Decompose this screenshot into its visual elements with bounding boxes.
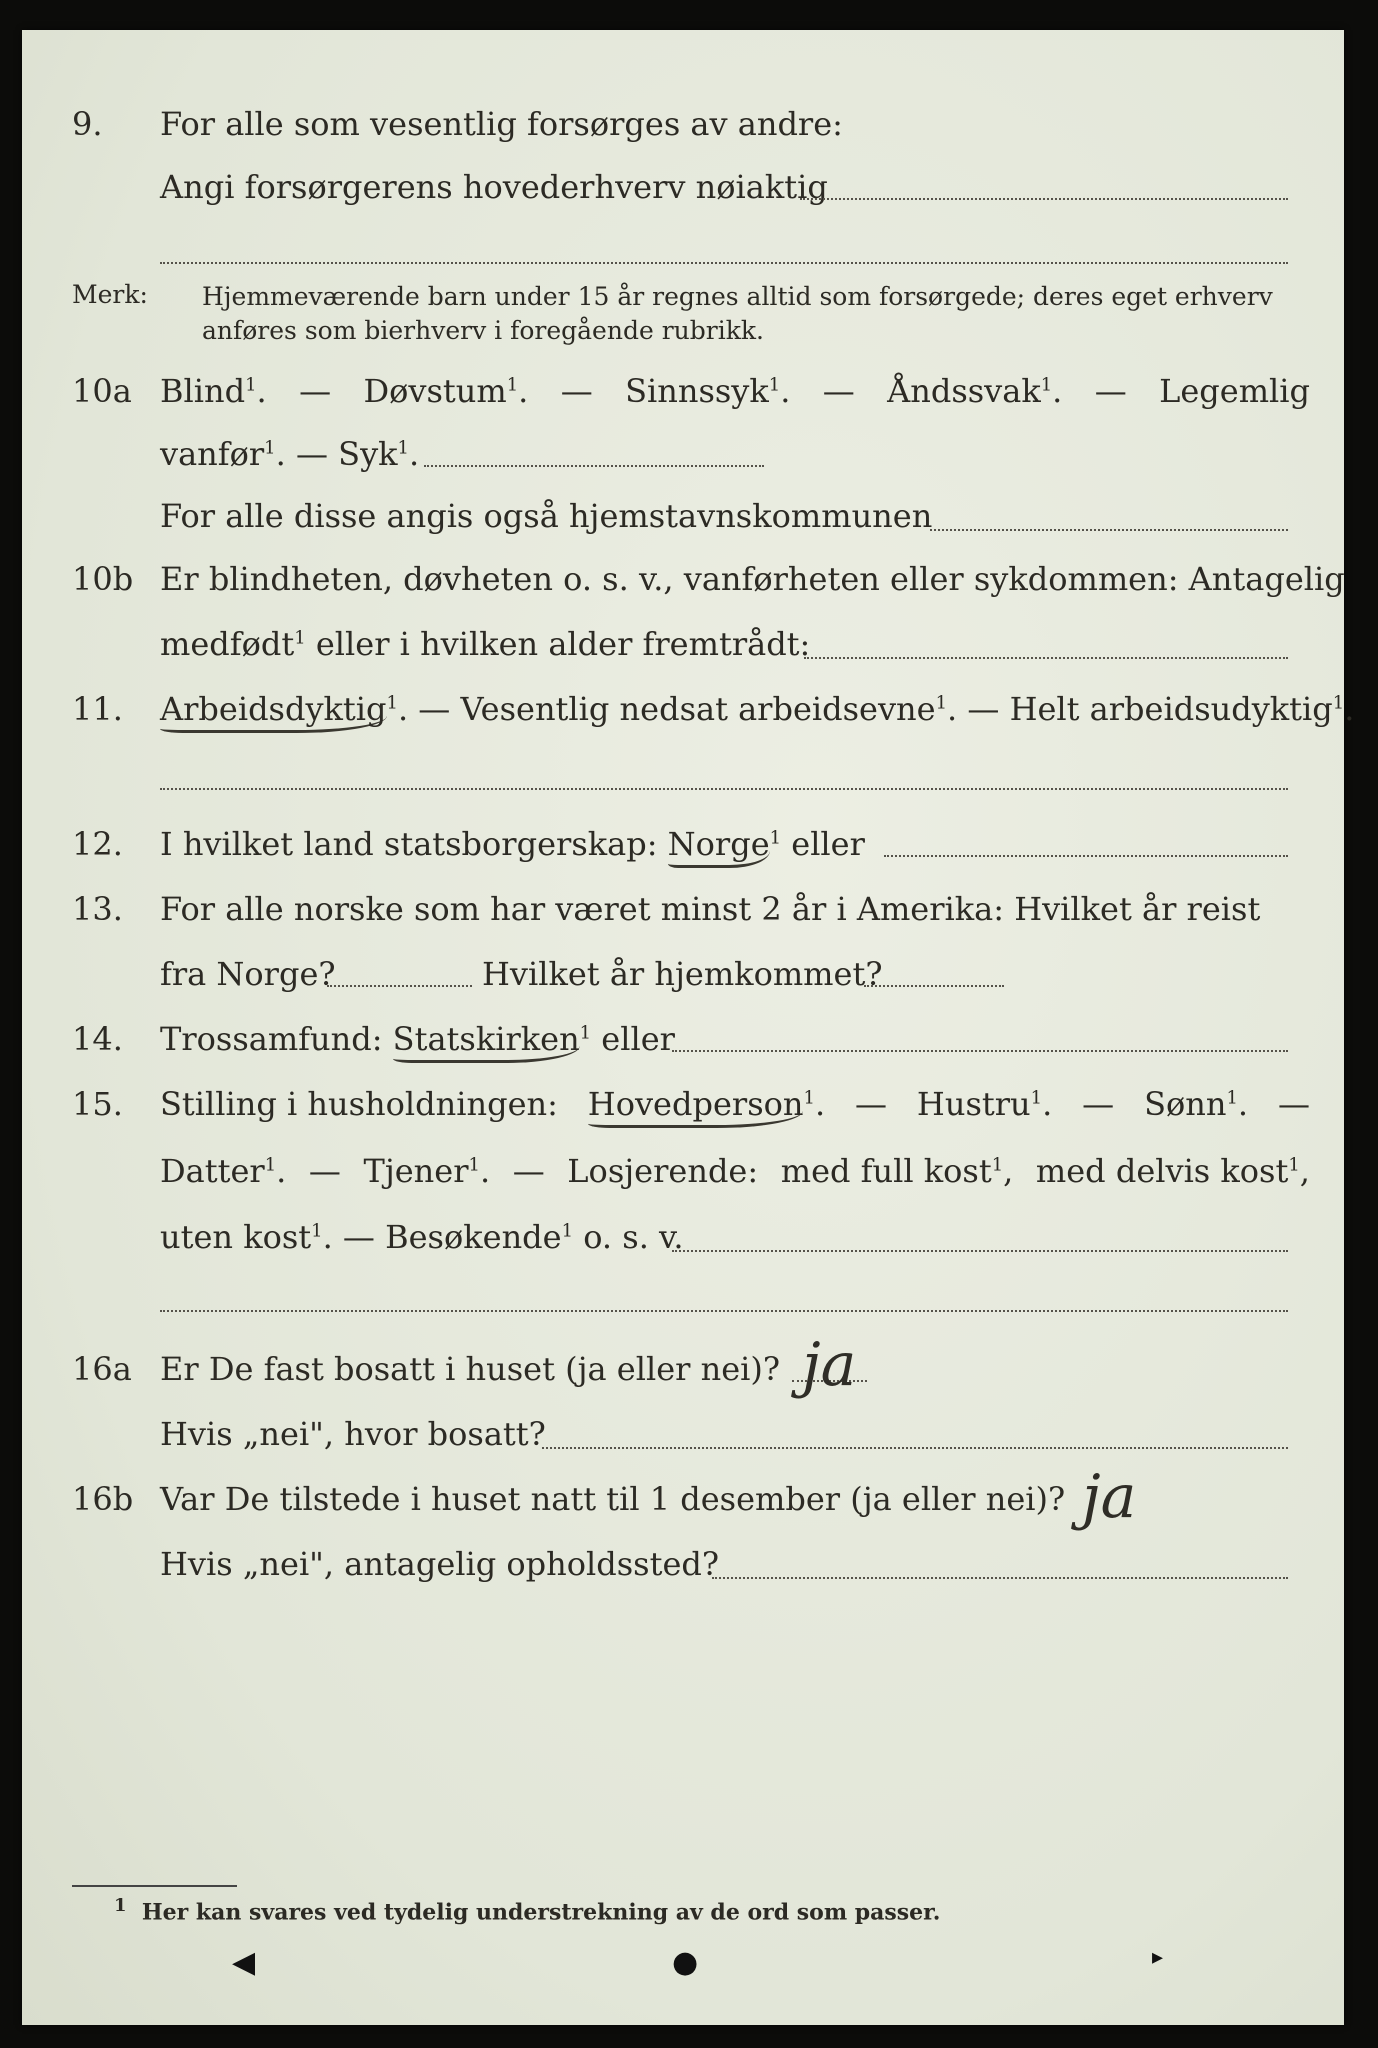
footnote-rule [72,1885,237,1887]
question-number: 15. [72,1085,123,1123]
dash: — [299,372,332,410]
answer-line-q9[interactable] [160,262,1288,264]
question-text: I hvilket land statsborgerskap: Norge$^1$ eller [160,825,865,863]
question-number: 10a [72,372,132,410]
question-options-2: Datter$^1$. — Tjener$^1$. — Losjerende: med full kost$^1$, med delvis kost$^1$, [160,1152,1310,1190]
binding-mark-center-icon: ● [672,1945,699,1980]
question-text: Angi forsørgerens hovederhverv nøiaktig [160,168,828,206]
answer-field-q12[interactable] [884,855,1288,857]
option-dovstum[interactable]: Døvstum$^1$. [363,372,529,410]
option-andssvak[interactable]: Åndssvak$^1$. [887,372,1063,410]
question-options [160,372,1310,410]
question-text-2: medfødt$^1$ eller i hvilken alder fremtrådt: [160,625,811,663]
question-text: For alle norske som har været minst 2 år i Amerika: Hvilket år reist [160,890,1261,928]
question-number: 16a [72,1350,132,1388]
answer-field-reist[interactable] [327,985,472,987]
note-line-1: Hjemmeværende barn under 15 år regnes alltid som forsørgede; deres eget erhverv [202,282,1273,311]
option-norge-selected[interactable]: Norge [668,825,770,868]
option-statskirken-selected[interactable]: Statskirken [393,1020,580,1063]
question-number: 13. [72,890,123,928]
handwritten-answer-q16a: ja [802,1330,857,1400]
note-text [202,280,1322,348]
option-vesentlig-nedsat[interactable]: Vesentlig nedsat arbeidsevne [460,690,936,728]
question-text-reist: fra Norge? [160,955,336,993]
question-text: For alle som vesentlig forsørges av andre: [160,105,843,143]
footnote-text: Her kan svares ved tydelig understrekning av de ord som passer. [141,1899,941,1926]
note-label: Merk: [72,280,148,309]
option-hovedperson-selected[interactable]: Hovedperson [588,1085,804,1128]
question-text: For alle disse angis også hjemstavnskommunen [160,497,933,535]
question-text: Var De tilstede i huset natt til 1 desember (ja eller nei)? [160,1480,1066,1518]
handwritten-answer-q16b: ja [1082,1462,1137,1532]
option-arbeidsdyktig-selected[interactable]: Arbeidsdyktig [160,690,387,733]
answer-field-hjemkommet[interactable] [864,985,1004,987]
question-number: 9. [72,105,103,143]
question-options-2: vanfør$^1$. — Syk$^1$. [160,435,420,473]
dash: — [822,372,855,410]
question-options-3: uten kost$^1$. — Besøkende$^1$ o. s. v. [160,1218,684,1256]
question-text: Hvis „nei", hvor bosatt? [160,1415,546,1453]
option-legemlig[interactable]: Legemlig [1159,372,1310,410]
answer-line-q15[interactable] [160,1310,1288,1312]
question-number: 14. [72,1020,123,1058]
question-number: 16b [72,1480,134,1518]
answer-field-hjemstavn[interactable] [930,529,1288,531]
binding-mark-right-icon: ▸ [1152,1945,1164,1970]
question-text: Hvis „nei", antagelig opholdssted? [160,1545,720,1583]
census-form-page [22,30,1355,2025]
dash: — [560,372,593,410]
answer-field-q9[interactable] [800,198,1288,200]
answer-field-bosatt[interactable] [542,1447,1288,1449]
question-number: 12. [72,825,123,863]
question-number: 10b [72,560,134,598]
dash: — [1094,372,1127,410]
option-syk[interactable]: Syk [338,435,398,473]
question-text: Er blindheten, døvheten o. s. v., vanførheten eller sykdommen: Antagelig [160,560,1345,598]
option-besokende[interactable]: Besøkende [385,1218,562,1256]
option-datter[interactable]: Datter$^1$. [160,1152,287,1190]
binding-mark-left-icon: ◀ [232,1945,256,1980]
option-tjener[interactable]: Tjener$^1$. [363,1152,491,1190]
option-hustru[interactable]: Hustru$^1$. [916,1085,1053,1123]
question-number: 11. [72,690,123,728]
question-text: Trossamfund: Statskirken$^1$ eller [160,1020,675,1058]
answer-field-q10a[interactable] [424,465,764,467]
option-vanfor[interactable]: vanfør [160,435,265,473]
footnote-marker: 1 [114,1895,127,1916]
question-options: Arbeidsdyktig$^1$. — Vesentlig nedsat arbeidsevne$^1$. — Helt arbeidsudyktig$^1$. [160,690,1354,728]
option-uten-kost[interactable]: uten kost [160,1218,312,1256]
question-text-hjemkommet: Hvilket år hjemkommet? [482,955,883,993]
answer-field-q14[interactable] [672,1050,1288,1052]
answer-field-opholdssted[interactable] [712,1577,1288,1579]
option-sonn[interactable]: Sønn$^1$. [1144,1085,1249,1123]
option-delvis-kost[interactable]: med delvis kost$^1$, [1035,1152,1310,1190]
answer-line-q11[interactable] [160,788,1288,790]
question-options: Stilling i husholdningen: Hovedperson$^1$. — Hustru$^1$. — Sønn$^1$. — [160,1085,1310,1123]
option-full-kost[interactable]: med full kost$^1$, [780,1152,1014,1190]
answer-field-q15[interactable] [672,1250,1288,1252]
footnote [114,1895,940,1925]
option-helt-arbeidsudyktig[interactable]: Helt arbeidsudyktig [1009,690,1333,728]
option-sinnssyk[interactable]: Sinnssyk$^1$. [625,372,791,410]
question-text: Er De fast bosatt i huset (ja eller nei)? [160,1350,781,1388]
option-blind[interactable]: Blind$^1$. [160,372,267,410]
answer-field-q10b[interactable] [804,657,1288,659]
note-line-2: anføres som bierhverv i foregående rubrikk. [202,316,764,345]
